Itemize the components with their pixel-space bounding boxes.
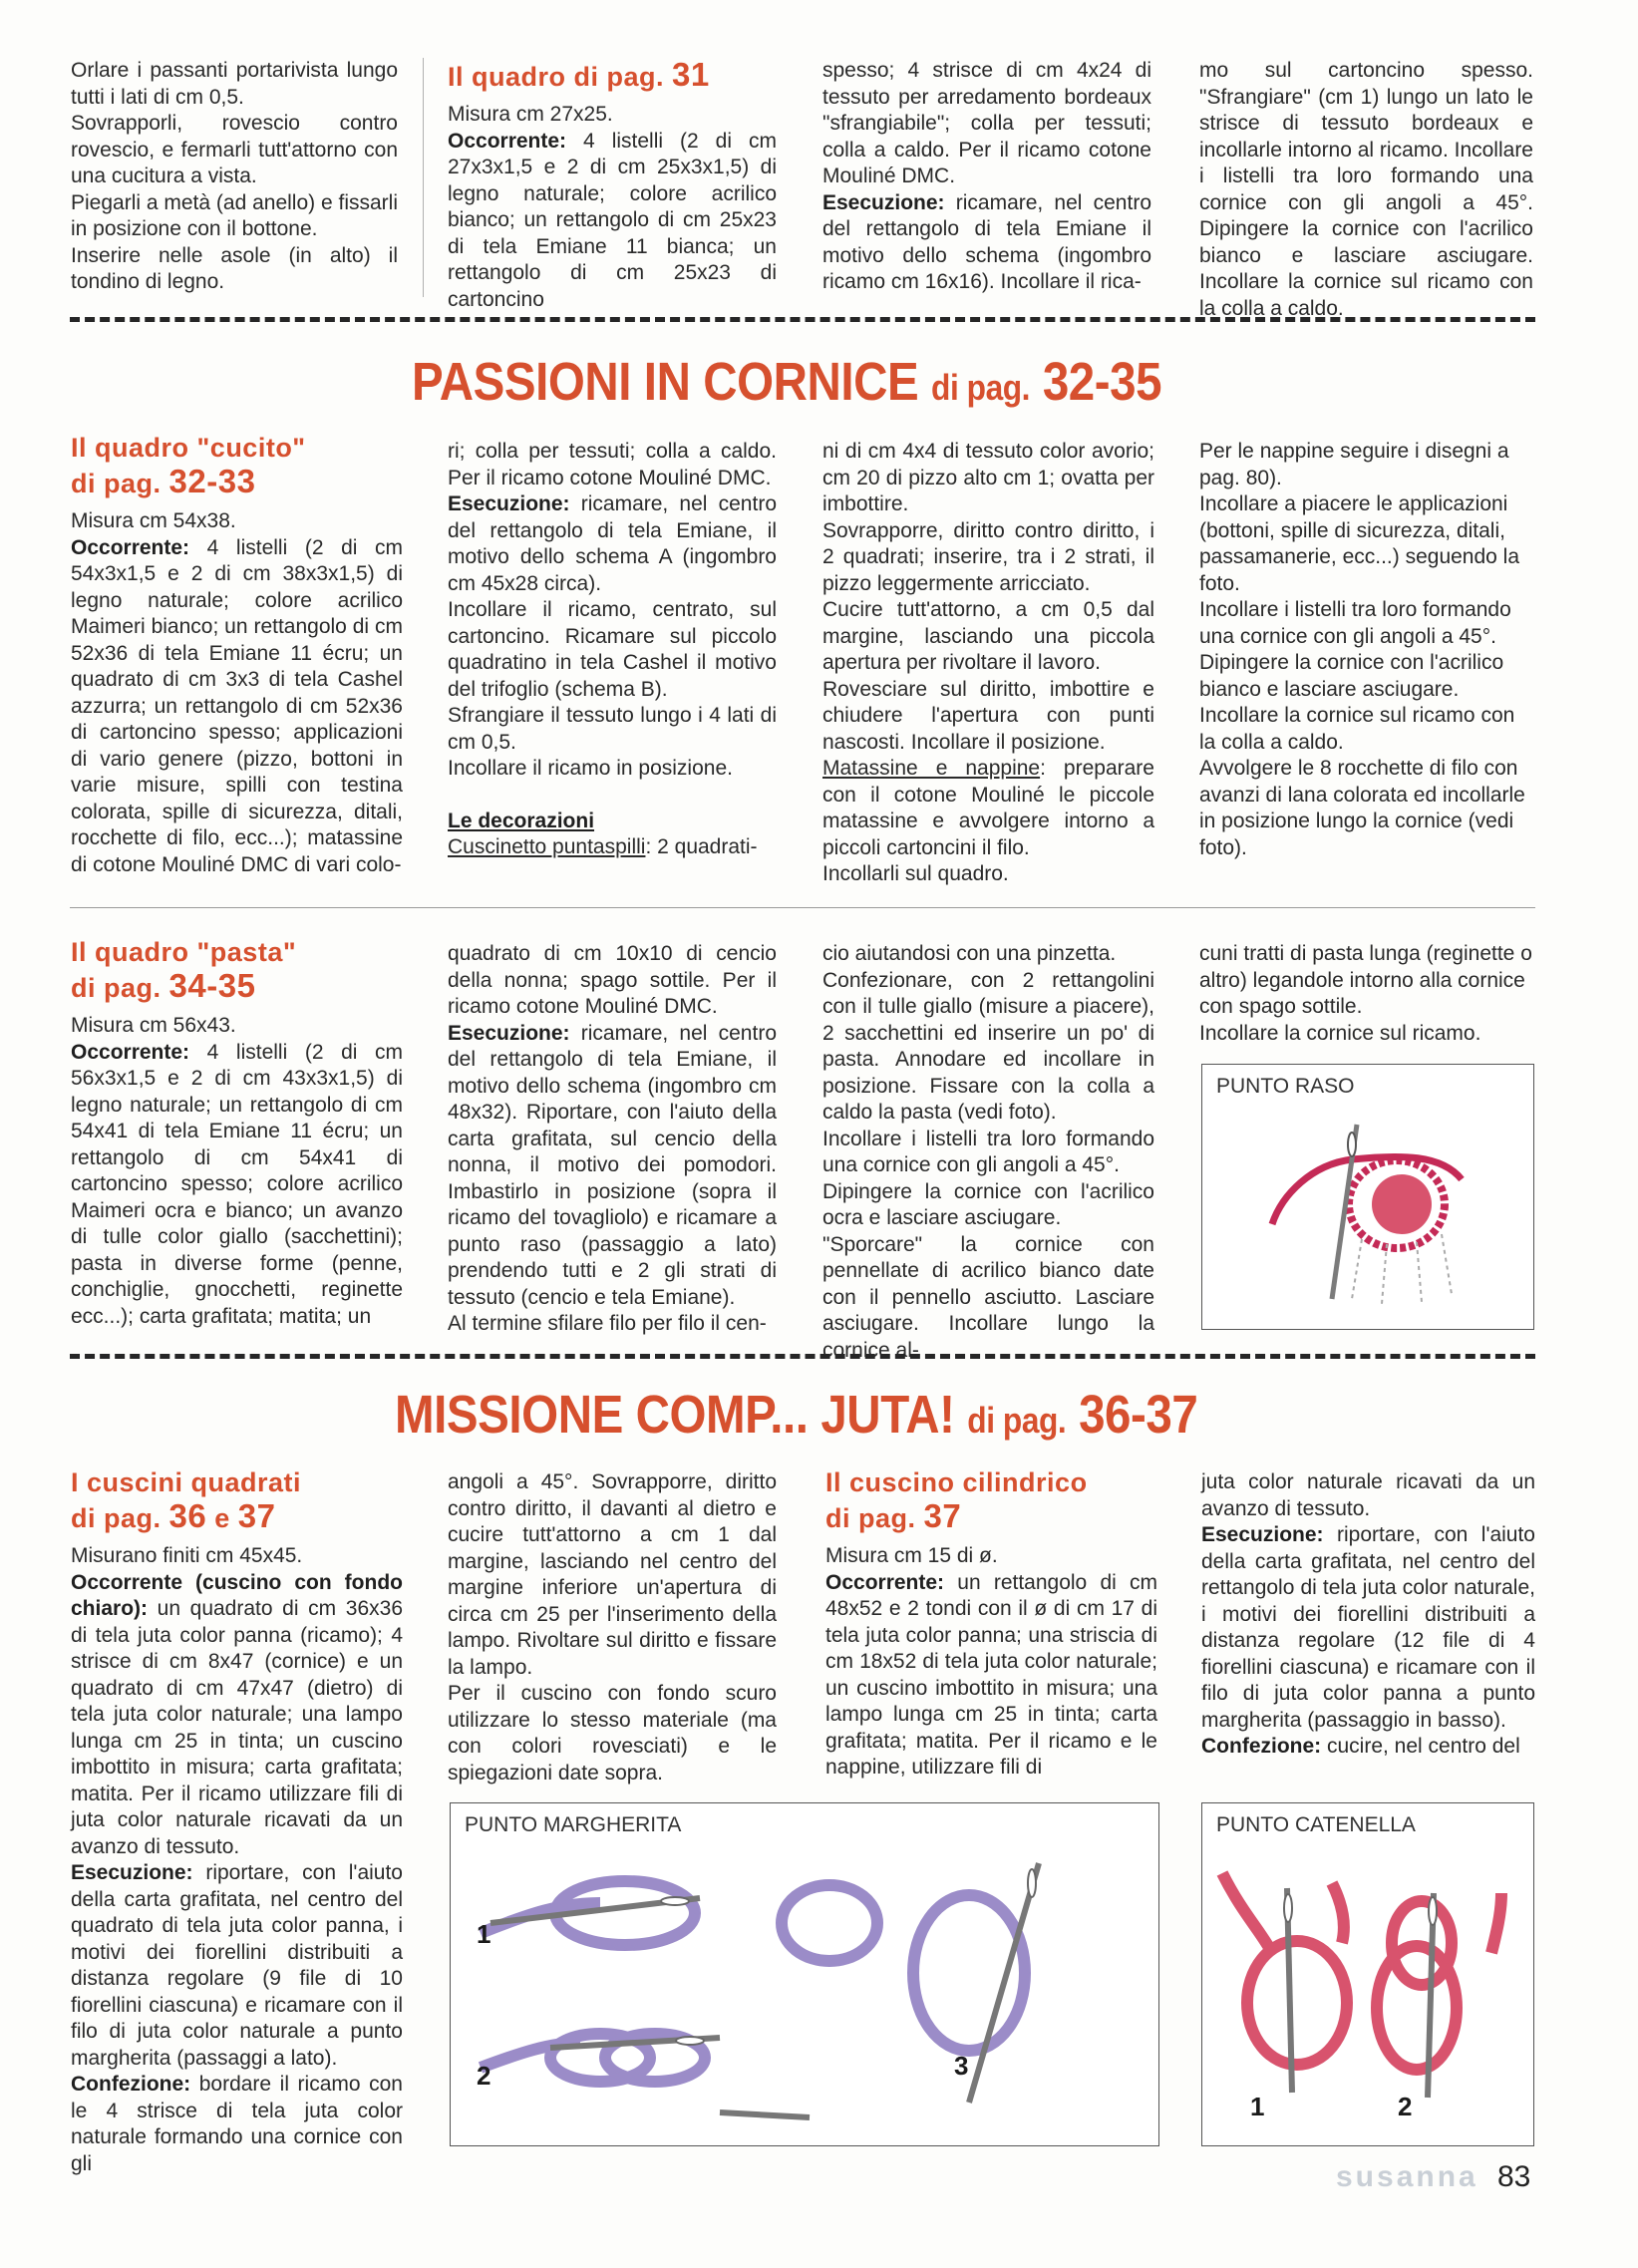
step-number: 3 — [954, 2051, 969, 2081]
cuscini-col2 — [448, 1469, 777, 1786]
paragraph: Cuscinetto puntaspilli: 2 quadrati- — [448, 835, 758, 858]
paragraph: Incollare la cornice sul ricamo con la colla a caldo. — [1199, 704, 1515, 754]
needle-thread-illustration — [1202, 1803, 1533, 2145]
size-text: Misurano finiti cm 45x45. — [71, 1544, 303, 1567]
thin-divider — [70, 907, 1535, 908]
paragraph: Incollare i listelli tra loro formando una cornice con gli angoli a 45°. — [822, 1127, 1154, 1176]
paragraph: quadrato di cm 10x10 di cencio della nonna; spago sottile. Per il ricamo cotone Mouliné DMC. — [448, 942, 777, 1018]
section-title: MISSIONE COMP... JUTA! di pag. 36-37 — [395, 1385, 1198, 1445]
step-number: 2 — [477, 2061, 491, 2091]
paragraph: Orlare i passanti portarivista lungo tutti i lati di cm 0,5. — [71, 59, 398, 109]
paragraph: Rovesciare sul diritto, imbottire e chiudere l'apertura con punti nascosti. Incollare il posizione. — [822, 677, 1154, 754]
punto-raso-figure — [1201, 1064, 1534, 1330]
page-number: 83 — [1497, 2160, 1531, 2193]
pasta-col1 — [71, 935, 403, 1330]
figure-label: PUNTO MARGHERITA — [465, 1813, 682, 1836]
magazine-logo: susanna — [1336, 2160, 1478, 2193]
execution-text: Esecuzione: riportare, con l'aiuto della carta grafitata, nel centro del quadrato di tela juta color panna, i motivi dei fiorellini distribuiti a distanza regolare (9 file di 10 fiorellini ciascuna) e ricamare con il filo di juta color naturale a punto margherita (passaggi a lato). — [71, 1861, 403, 2070]
paragraph: Incollare il ricamo in posizione. — [448, 757, 733, 780]
paragraph: mo sul cartoncino spesso. "Sfrangiare" (cm 1) lungo un lato le strisce di tessuto bordeaux e incollarle intorno al ricamo. Incollare i listelli tra loro formando una cornice con gli angoli a 45°. Dipingere la cornice con l'acrilico bianco e lasciare asciugare. Incollare la cornice sul ricamo con la colla a caldo. — [1199, 59, 1533, 320]
paragraph: Matassine e nappine: preparare con il cotone Mouliné le piccole matassine e avvolgere intorno a piccoli cartoncini il filo. — [822, 757, 1154, 859]
materials-text: Occorrente (cuscino con fondo chiaro): un quadrato di cm 36x36 di tela juta color panna (ricamo); 4 strisce di cm 8x47 (cornice) e un quadrato di cm 47x47 (dietro) di tela juta color naturale; una lampo lunga cm 25 in tinta; un cuscino imbottito in misura; carta grafitata; matita. Per il ricamo utilizzare fili di juta color naturale ricavati da un avanzo di tessuto. — [71, 1570, 403, 1858]
materials-text: Occorrente: un rettangolo di cm 48x52 e 2 tondi con il ø di cm 17 di tela juta color panna; una striscia di cm 18x52 di tela juta color naturale; un cuscino imbottito in misura; una lampo lunga cm 25 in tinta; carta grafitata; matita. Per il ricamo e le nappine, utilizzare fili di — [825, 1570, 1157, 1779]
size-text: Misura cm 56x43. — [71, 1014, 236, 1037]
materials-text: Occorrente: 4 listelli (2 di cm 27x3x1,5 e 2 di cm 25x3x1,5) di legno naturale; colore acrilico bianco; un rettangolo di cm 25x23 di tela Emiane 11 bianca; un rettangolo di cm 25x23 di cartoncino — [448, 129, 777, 311]
step-number: 1 — [477, 1919, 491, 1949]
figure-label: PUNTO RASO — [1216, 1075, 1355, 1098]
step-number: 2 — [1398, 2092, 1413, 2121]
paragraph: Sovrapporre, diritto contro diritto, i 2 quadrati; inserire, tra i 2 strati, il pizzo leggermente arricciato. — [822, 518, 1154, 595]
paragraph: Dipingere la cornice con l'acrilico ocra e lasciare asciugare. — [822, 1179, 1154, 1229]
step-number: 1 — [1250, 2092, 1265, 2121]
paragraph: Sovrapporli, rovescio contro rovescio, e fermarli tutt'attorno con una cucitura a vista. — [71, 112, 398, 187]
paragraph: Incollare la cornice sul ricamo. — [1199, 1021, 1481, 1045]
cucito-col2 — [448, 439, 777, 861]
paragraph: Per il cuscino con fondo scuro utilizzare lo stesso materiale (ma con colori rovesciati) e le spiegazioni date sopra. — [448, 1682, 777, 1784]
subheading: Le decorazioni — [448, 809, 595, 832]
section-heading: Il quadro di pag. 31 — [448, 56, 710, 93]
top-col2 — [448, 58, 777, 313]
materials-text: Occorrente: 4 listelli (2 di cm 54x3x1,5 e 2 di cm 38x3x1,5) di legno naturale; colore acrilico Maimeri bianco; un rettangolo di cm 52x36 di tela Emiane 11 écru; un quadrato di cm 3x3 di tela Cashel azzurra; un rettangolo di cm 52x36 di cartoncino spesso; applicazioni di vario genere (pizzo, bottoni in varie misure, spilli con testina colorata, spille di sicurezza, ditali, rocchette di filo, ecc...); matassine di cotone Mouliné DMC di vari colo- — [71, 535, 403, 876]
article-heading: Il quadro "cucito" di pag. 32-33 — [71, 433, 306, 499]
article-heading: I cuscini quadrati di pag. 36 e 37 — [71, 1467, 302, 1534]
paragraph: cuni tratti di pasta lunga (reginette o altro) legandole intorno alla cornice con spago sottile. — [1199, 942, 1532, 1018]
needle-thread-illustration — [451, 1803, 1158, 2145]
paragraph: Incollare i listelli tra loro formando una cornice con gli angoli a 45°. — [1199, 598, 1511, 648]
top-col3 — [822, 58, 1151, 296]
article-heading: Il quadro "pasta" di pag. 34-35 — [71, 937, 297, 1004]
needle-thread-illustration — [1202, 1065, 1533, 1329]
size-text: Misura cm 27x25. — [448, 103, 613, 126]
paragraph: angoli a 45°. Sovrapporre, diritto contro diritto, il davanti al dietro e cucire tutt'attorno a cm 1 dal margine, lasciando nel centro del margine inferiore un'apertura di circa cm 25 per l'inserimento della lampo. Rivoltare sul diritto e fissare la lampo. — [448, 1470, 777, 1679]
execution-text: Esecuzione: riportare, con l'aiuto della carta grafitata, nel centro del rettangolo di tela juta color naturale, i motivi dei fiorellini distribuiti a distanza regolare (12 file di 4 fiorellini ciascuna) e ricamare con il filo di juta color panna a punto margherita (passaggio in basso). — [1201, 1523, 1535, 1732]
top-col1 — [71, 58, 398, 296]
paragraph: Incollare il ricamo, centrato, sul cartoncino. Ricamare sul piccolo quadratino in tela Cashel il motivo del trifoglio (schema B). — [448, 598, 777, 701]
execution-text: Esecuzione: ricamare, nel centro del rettangolo di tela Emiane, il motivo dello schema (ingombro cm 48x32). Riportare, con l'aiuto della carta grafitata, sul cencio della nonna, il motivo dei pomodori. Imbastirlo in posizione (sopra il ricamo del tovagliolo) e ricamare a punto raso (passaggio a lato) prendendo tutti e 2 gli strati di tessuto (cencio e tela Emiane). — [448, 1021, 777, 1309]
paragraph: Sfrangiare il tessuto lungo i 4 lati di cm 0,5. — [448, 704, 777, 754]
cilindrico-col3 — [825, 1465, 1157, 1782]
assembly-text: Confezione: bordare il ricamo con le 4 strisce di tela juta color naturale formando una cornice con gli — [71, 2073, 403, 2175]
paragraph: ni di cm 4x4 di tessuto color avorio; cm 20 di pizzo alto cm 1; ovatta per imbottire. — [822, 440, 1154, 515]
article-heading: Il cuscino cilindrico di pag. 37 — [825, 1467, 1088, 1534]
paragraph: Dipingere la cornice con l'acrilico bianco e lasciare asciugare. — [1199, 651, 1504, 701]
paragraph: cio aiutandosi con una pinzetta. — [822, 942, 1117, 965]
paragraph: Cucire tutt'attorno, a cm 0,5 dal margine, lasciando una piccola apertura per rivoltare il lavoro. — [822, 598, 1154, 674]
paragraph: Incollare a piacere le applicazioni (bottoni, spille di sicurezza, ditali, passamanerie, ecc...) seguendo la foto. — [1199, 492, 1520, 595]
assembly-text: Confezione: cucire, nel centro del — [1201, 1735, 1520, 1758]
paragraph: ri; colla per tessuti; colla a caldo. Per il ricamo cotone Mouliné DMC. — [448, 440, 777, 489]
paragraph: Per le nappine seguire i disegni a pag. 80). — [1199, 440, 1509, 489]
dashed-divider — [70, 1354, 1535, 1359]
paragraph: "Sporcare" la cornice con pennellate di acrilico bianco date con il pennello asciutto. Lasciare asciugare. Incollare lungo la cornice al- — [822, 1232, 1154, 1362]
column-rule — [423, 58, 424, 297]
paragraph: Piegarli a metà (ad anello) e fissarli in posizione con il bottone. — [71, 190, 398, 240]
cuscini-col1 — [71, 1465, 403, 2177]
pasta-col4 — [1199, 941, 1533, 1047]
punto-catenella-figure — [1201, 1802, 1534, 2146]
paragraph: Avvolgere le 8 rocchette di filo con avanzi di lana colorata ed incollarle in posizione lungo la cornice (vedi foto). — [1199, 757, 1525, 859]
size-text: Misura cm 15 di ø. — [825, 1544, 998, 1567]
paragraph: Incollarli sul quadro. — [822, 862, 1009, 885]
cucito-col4 — [1199, 439, 1533, 861]
paragraph: Al termine sfilare filo per filo il cen- — [448, 1312, 767, 1335]
pasta-col2 — [448, 941, 777, 1338]
top-col4 — [1199, 58, 1533, 322]
execution-text: Esecuzione: ricamare, nel centro del rettangolo di tela Emiane il motivo dello schema (ingombro ricamo cm 16x16). Incollare il rica- — [822, 190, 1151, 293]
cucito-col1 — [71, 431, 403, 878]
size-text: Misura cm 54x38. — [71, 509, 236, 532]
dashed-divider — [70, 317, 1535, 322]
cucito-col3 — [822, 439, 1154, 888]
paragraph: spesso; 4 strisce di cm 4x24 di tessuto per arredamento bordeaux "sfrangiabile"; colla per tessuti; colla a caldo. Per il ricamo cotone Mouliné DMC. — [822, 59, 1151, 187]
figure-label: PUNTO CATENELLA — [1216, 1813, 1416, 1836]
cilindrico-col4 — [1201, 1469, 1535, 1761]
pasta-col3 — [822, 941, 1154, 1364]
paragraph: Confezionare, con 2 rettangolini con il tulle giallo (misure a piacere), 2 sacchettini ed inserire un po' di pasta. Annodare ed incollare in posizione. Fissare con la colla a caldo la pasta (vedi foto). — [822, 968, 1154, 1124]
paragraph: Inserire nelle asole (in alto) il tondino di legno. — [71, 243, 398, 293]
section-title: PASSIONI IN CORNICE di pag. 32-35 — [412, 352, 1162, 412]
paragraph: juta color naturale ricavati da un avanzo di tessuto. — [1201, 1470, 1535, 1520]
punto-margherita-figure — [450, 1802, 1159, 2146]
materials-text: Occorrente: 4 listelli (2 di cm 56x3x1,5 e 2 di cm 43x3x1,5) di legno naturale; un rettangolo di cm 54x41 di tela Emiane 11 écru; un rettangolo di cm 54x41 di cartoncino spesso; colore acrilico Maimeri ocra e bianco; un avanzo di tulle color giallo (sacchettini); pasta in diverse forme (penne, conchiglie, gnocchetti, reginette ecc...); carta grafitata; matita; un — [71, 1040, 403, 1328]
execution-text: Esecuzione: ricamare, nel centro del rettangolo di tela Emiane, il motivo dello schema A (ingombro cm 45x28 circa). — [448, 492, 777, 595]
